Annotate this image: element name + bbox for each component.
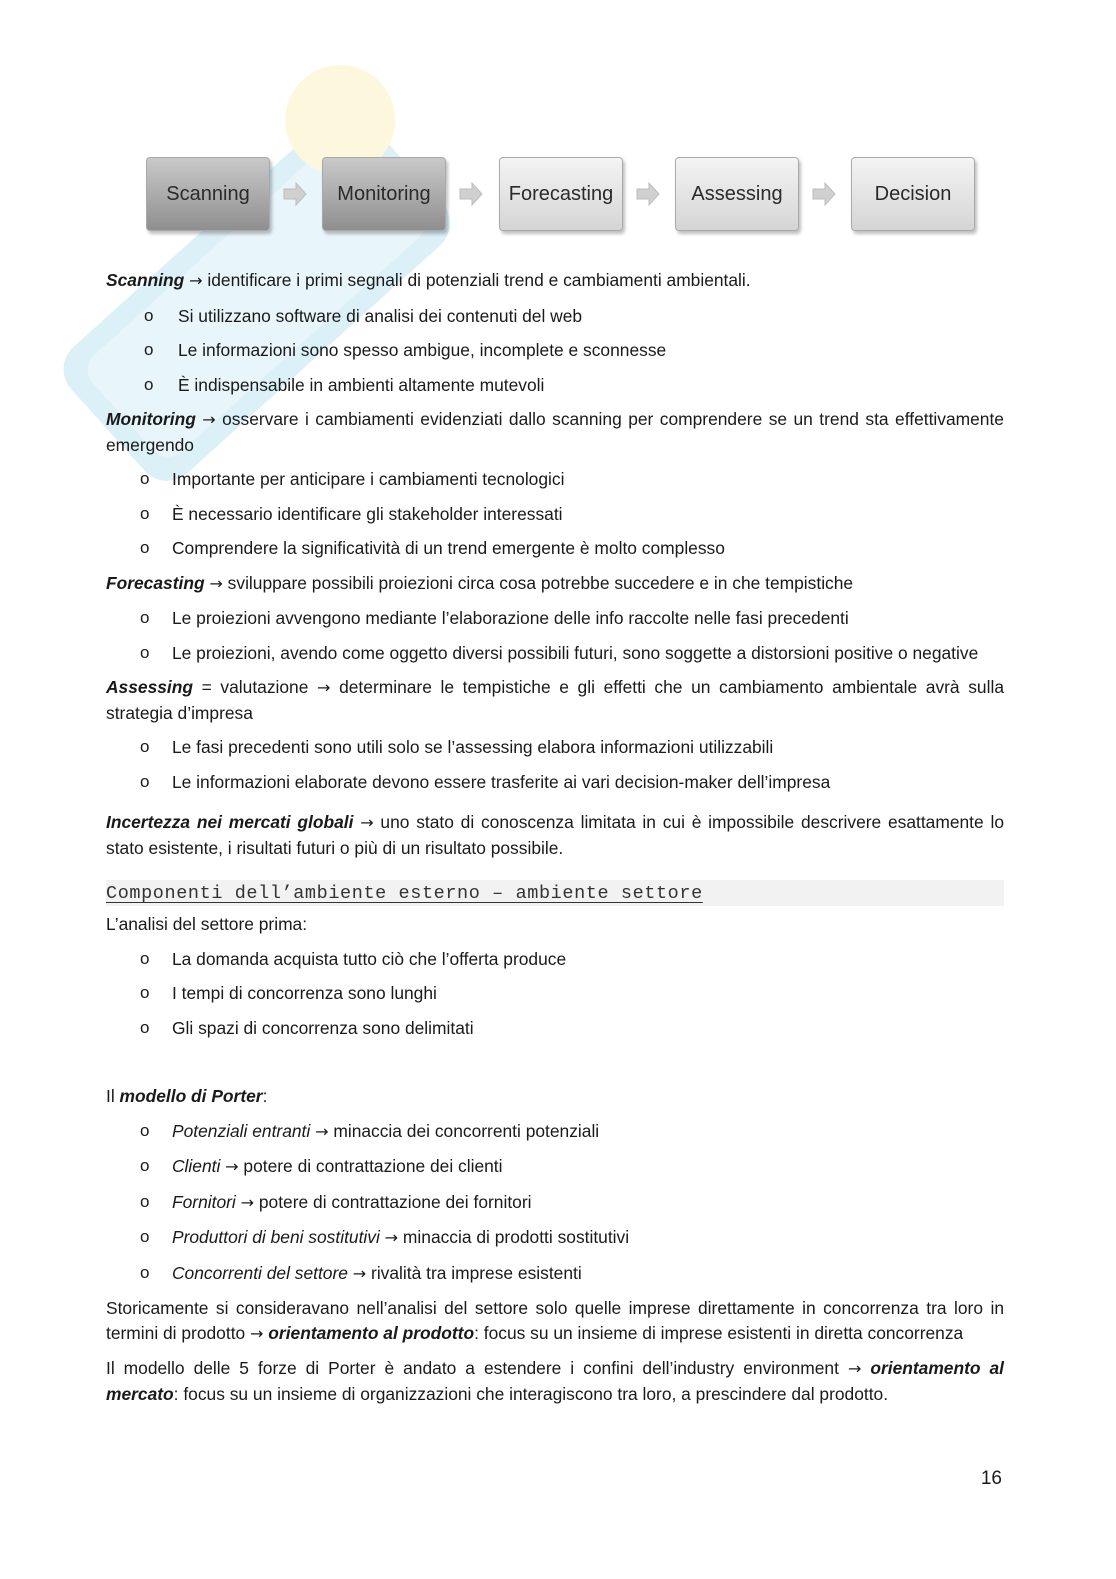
arrow-icon: → xyxy=(315,1121,329,1141)
list-item: o Si utilizzano software di analisi dei contenuti del web xyxy=(106,304,1004,329)
bullet-icon: o xyxy=(144,340,154,359)
list-item: o Comprendere la significatività di un trend emergente è molto complesso xyxy=(106,536,1004,561)
cinque-forze-paragraph: Il modello delle 5 forze di Porter è andato a estendere i confini dell’industry environment → orientamento al mercato: focus su un insieme di organizzazioni che interagiscono tra loro, a prescindere dal prodotto. xyxy=(106,1358,1004,1404)
term-monitoring: Monitoring xyxy=(106,409,196,429)
step-assessing: Assessing xyxy=(675,157,799,231)
arrow-icon: → xyxy=(189,271,203,290)
list-item: o Le proiezioni avvengono mediante l’elaborazione delle info raccolte nelle fasi precedenti xyxy=(106,606,1004,631)
bullet-icon: o xyxy=(140,642,150,662)
list-item: o Concorrenti del settore → rivalità tra imprese esistenti xyxy=(106,1261,1004,1287)
incertezza-definition: Incertezza nei mercati globali → uno stato di conoscenza limitata in cui è impossibile descrivere esattamente lo stato esistente, i risultati futuri o più di un risultato possibile. xyxy=(106,812,1004,858)
assessing-definition: Assessing = valutazione → determinare le tempistiche e gli effetti che un cambiamento ambientale avrà sulla strategia d’impresa xyxy=(106,677,1005,723)
arrow-right-icon xyxy=(282,181,308,207)
scanning-list xyxy=(106,304,1004,398)
list-item: o Importante per anticipare i cambiamenti tecnologici xyxy=(106,467,1004,492)
bullet-icon: o xyxy=(140,1156,150,1175)
settore-intro: L’analisi del settore prima: xyxy=(106,914,308,934)
bullet-icon: o xyxy=(144,305,154,325)
list-item: o È indispensabile in ambienti altamente mutevoli xyxy=(106,373,1004,398)
step-monitoring: Monitoring xyxy=(322,157,446,231)
storicamente-paragraph: Storicamente si consideravano nell’analisi del settore solo quelle imprese direttamente in concorrenza tra loro in termini di prodotto → orientamento al prodotto: focus su un insieme di imprese esistenti in diretta concorrenza xyxy=(106,1298,1004,1343)
list-item: o Clienti → potere di contrattazione dei clienti xyxy=(106,1154,1004,1180)
arrow-icon: → xyxy=(209,573,223,593)
settore-list xyxy=(106,947,1004,1041)
bullet-icon: o xyxy=(140,948,150,968)
bullet-icon: o xyxy=(140,737,150,756)
arrow-icon: → xyxy=(317,678,331,697)
step-forecasting: Forecasting xyxy=(499,157,623,231)
arrow-right-icon xyxy=(458,181,484,207)
term-porter: modello di Porter xyxy=(119,1086,263,1106)
list-item: o Le informazioni elaborate devono essere trasferite ai vari decision-maker dell’impresa xyxy=(106,770,1004,795)
bullet-icon: o xyxy=(144,374,154,394)
step-scanning: Scanning xyxy=(146,157,270,231)
bullet-icon: o xyxy=(140,503,150,523)
porter-intro: Il modello di Porter: xyxy=(106,1086,268,1106)
scanning-definition: Scanning → identificare i primi segnali di potenziali trend e cambiamenti ambientali. xyxy=(106,270,751,290)
bullet-icon: o xyxy=(140,1191,150,1211)
page-number: 16 xyxy=(980,1468,1002,1489)
forecasting-definition: Forecasting → sviluppare possibili proiezioni circa cosa potrebbe succedere e in che tempistiche xyxy=(106,572,854,593)
document-body xyxy=(106,268,1004,1406)
process-flow-diagram xyxy=(146,157,976,231)
bullet-icon: o xyxy=(140,538,150,557)
bullet-icon: o xyxy=(140,1262,150,1282)
term-forecasting: Forecasting xyxy=(106,572,205,593)
arrow-icon: → xyxy=(352,1263,367,1283)
arrow-icon: → xyxy=(240,1192,255,1212)
bullet-icon: o xyxy=(140,771,150,791)
bullet-icon: o xyxy=(140,983,150,1002)
list-item: o Le proiezioni, avendo come oggetto diversi possibili futuri, sono soggette a distorsioni positive o negative xyxy=(106,641,1004,666)
monitoring-definition: Monitoring → osservare i cambiamenti evidenziati dallo scanning per comprendere se un trend sta effettivamente emergendo xyxy=(106,409,1004,455)
assessing-list xyxy=(106,735,1004,794)
list-item: o La domanda acquista tutto ciò che l’offerta produce xyxy=(106,947,1004,972)
bullet-icon: o xyxy=(140,469,150,488)
list-item: o È necessario identificare gli stakeholder interessati xyxy=(106,502,1004,527)
list-item: o Gli spazi di concorrenza sono delimitati xyxy=(106,1016,1004,1041)
step-decision: Decision xyxy=(851,157,975,231)
bullet-icon: o xyxy=(140,1120,150,1140)
arrow-right-icon xyxy=(635,181,661,207)
list-item: o I tempi di concorrenza sono lunghi xyxy=(106,981,1004,1006)
list-item: o Fornitori → potere di contrattazione dei fornitori xyxy=(106,1190,1004,1216)
arrow-icon: → xyxy=(360,813,374,832)
arrow-icon: → xyxy=(250,1323,264,1343)
list-item: o Produttori di beni sostitutivi → minaccia di prodotti sostitutivi xyxy=(106,1225,1004,1251)
arrow-icon: → xyxy=(225,1157,239,1176)
list-item: o Le fasi precedenti sono utili solo se l’assessing elabora informazioni utilizzabili xyxy=(106,735,1004,760)
arrow-icon: → xyxy=(202,410,216,429)
bullet-icon: o xyxy=(140,1227,150,1246)
arrow-right-icon xyxy=(811,181,837,207)
arrow-icon: → xyxy=(847,1359,862,1378)
bullet-icon: o xyxy=(140,608,150,627)
list-item: o Le informazioni sono spesso ambigue, incomplete e sconnesse xyxy=(106,338,1004,363)
forecasting-list xyxy=(106,606,1004,665)
bullet-icon: o xyxy=(140,1017,150,1037)
term-incertezza: Incertezza nei mercati globali xyxy=(106,812,354,832)
term-assessing: Assessing xyxy=(106,677,193,697)
porter-forces-list xyxy=(106,1119,1004,1287)
list-item: o Potenziali entranti → minaccia dei concorrenti potenziali xyxy=(106,1119,1004,1145)
section-heading: Componenti dell’ambiente esterno – ambiente settore xyxy=(106,880,1004,906)
term-scanning: Scanning xyxy=(106,270,185,290)
arrow-icon: → xyxy=(384,1228,399,1247)
monitoring-list xyxy=(106,467,1004,561)
